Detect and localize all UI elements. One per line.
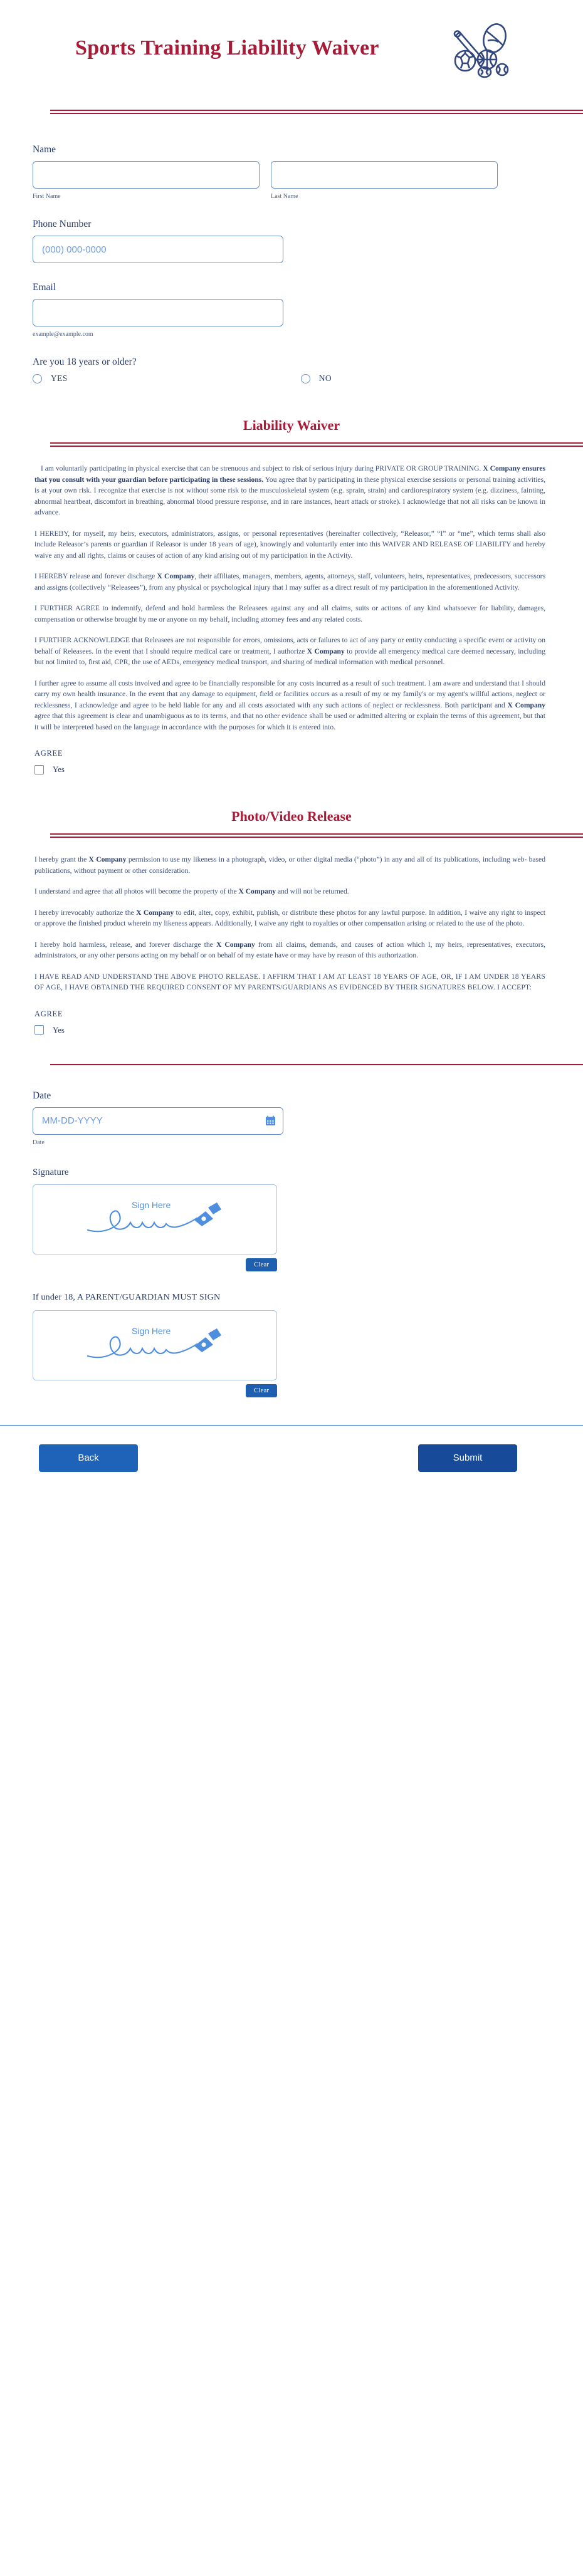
photo-agree-yes-label: Yes xyxy=(53,1025,65,1035)
liability-agree-group xyxy=(34,749,583,774)
liability-p1-part-b: X Company ensures that you consult with your guardian before participating in these sessions. xyxy=(34,464,545,484)
first-name-group xyxy=(33,161,260,200)
date-row xyxy=(33,1107,583,1146)
last-name-sublabel: Last Name xyxy=(271,193,298,200)
page-header xyxy=(0,0,583,110)
liability-p3-company: X Company xyxy=(157,572,195,580)
photo-p4-company: X Company xyxy=(216,940,255,949)
photo-release-section xyxy=(0,808,583,1035)
guardian-signature-note: If under 18, A PARENT/GUARDIAN MUST SIGN xyxy=(33,1292,221,1302)
liability-p3-part-c: , their affiliates, managers, members, agents, attorneys, staff, volunteers, heirs, representatives, predecessors, successors and assigns (collectively “Releasees”), from any physical or psychological injury that I may suffer as a direct result of my participation in the aforementioned Activity. xyxy=(34,572,545,592)
signature-pad[interactable] xyxy=(33,1184,277,1254)
age-question-label: Are you 18 years or older? xyxy=(33,357,137,367)
last-name-input[interactable] xyxy=(271,161,498,189)
guardian-signature-clear-button[interactable]: Clear xyxy=(246,1384,277,1397)
date-sublabel: Date xyxy=(33,1139,45,1146)
liability-p5-part-c: to provide all emergency medical care deemed necessary, including but not limited to, first aid, CPR, the use of AEDs, emergency medical transport, and sharing of medical information with medical personnel. xyxy=(34,647,546,666)
spacer xyxy=(0,1146,583,1167)
name-row xyxy=(33,161,583,200)
date-field-wrapper xyxy=(33,1107,283,1135)
liability-p3-part-a: I HEREBY release and forever discharge xyxy=(34,572,157,580)
guardian-signature-pad[interactable] xyxy=(33,1310,277,1380)
liability-agree-checkbox[interactable] xyxy=(34,765,44,774)
liability-agree-yes-label: Yes xyxy=(53,764,65,774)
footer-actions xyxy=(0,1426,583,1493)
liability-paragraph-3 xyxy=(34,571,545,593)
page-title: Sports Training Liability Waiver xyxy=(75,36,379,60)
liability-p6-company: X Company xyxy=(507,701,545,709)
photo-release-divider xyxy=(50,833,583,838)
liability-paragraph-2: I HEREBY, for myself, my heirs, executors, administrators, assigns, or personal representatives (hereinafter collectively, “Releasor,” “I” or “me”, which terms shall also include Releasor’s parents or guardian if Releasor is under 18 years of age), knowingly and voluntarily enter into this WAIVER AND RELEASE OF LIABILITY and hereby waive any and all rights, claims or causes of action of any kind arising out of my participation in the Activity. xyxy=(34,529,545,560)
photo-paragraph-3 xyxy=(34,907,545,929)
liability-p6-part-c: agree that this agreement is clear and unambiguous as to its terms, and that no other evidence shall be used or admitted altering or explain the terms of this agreement, but that it will be interpreted based on the language in accordance with the purposes for which it is entered into. xyxy=(34,712,545,731)
liability-agree-label: AGREE xyxy=(34,749,63,758)
liability-p6-part-a: I further agree to assume all costs involved and agree to be financially responsible for any costs incurred as a result of such treatment. I am aware and understand that I should carry my own health insurance. In the event that any damage to equipment, field or facilities occurs as a result of my or my family's or my agent's willful actions, neglect or recklessness, I acknowledge and agree to be held liable for any and all costs associated with any such actions of neglect or recklessness. Both participant and xyxy=(34,679,545,709)
liability-paragraph-4: I FURTHER AGREE to indemnify, defend and hold harmless the Releasees against any and all claims, suits or actions of any kind whatsoever for liability, damages, compensation or otherwise brought by me or anyone on my behalf, including attorney fees and any related costs. xyxy=(34,604,545,623)
liability-p1-part-a: I am voluntarily participating in physical exercise that can be strenuous and subject to risk of serious injury during PRIVATE OR GROUP TRAINING. xyxy=(41,464,483,472)
photo-p3-part-a: I hereby irrevocably authorize the xyxy=(34,908,137,917)
photo-agree-checkbox[interactable] xyxy=(34,1025,44,1035)
radio-circle-icon[interactable] xyxy=(33,374,42,383)
guardian-signature-placeholder xyxy=(83,1323,227,1367)
first-name-sublabel: First Name xyxy=(33,193,61,200)
date-label: Date xyxy=(33,1090,51,1101)
photo-agree-row[interactable] xyxy=(34,1025,583,1035)
name-label: Name xyxy=(33,144,56,155)
radio-label-yes: YES xyxy=(51,373,68,383)
sign-here-label: Sign Here xyxy=(132,1199,171,1210)
photo-paragraph-2 xyxy=(34,886,545,897)
age-radio-group xyxy=(33,373,583,383)
photo-agree-group xyxy=(34,1009,583,1035)
phone-label: Phone Number xyxy=(33,219,92,229)
signature-placeholder xyxy=(83,1197,227,1241)
photo-p3-part-c: to edit, alter, copy, exhibit, publish, or distribute these photos for any lawful purpose. In addition, I waive any right to inspect or approve the finished product wherein my likeness appears. Additionally, I waive any right to royalties or other compensation arising or related to the use of the photo. xyxy=(34,908,545,927)
guardian-clear-wrapper xyxy=(33,1384,277,1397)
photo-p1-company: X Company xyxy=(88,855,127,863)
photo-agree-label: AGREE xyxy=(34,1009,63,1018)
liability-paragraph-6 xyxy=(34,678,545,733)
liability-p5-company: X Company xyxy=(307,647,345,655)
header-divider xyxy=(50,110,583,114)
sports-balls-bat-icon xyxy=(448,22,520,81)
photo-paragraph-4 xyxy=(34,939,545,961)
email-group xyxy=(33,299,283,338)
photo-p2-part-c: and will not be returned. xyxy=(276,887,349,895)
submit-button[interactable]: Submit xyxy=(418,1444,517,1472)
photo-p1-part-a: I hereby grant the xyxy=(34,855,89,863)
back-button[interactable]: Back xyxy=(39,1444,138,1472)
spacer xyxy=(0,263,583,282)
contact-fields xyxy=(0,114,583,383)
field-spacer xyxy=(260,161,271,200)
email-row xyxy=(33,299,583,338)
liability-divider xyxy=(50,442,583,447)
photo-p3-company: X Company xyxy=(136,908,174,917)
liability-agree-row[interactable] xyxy=(34,764,583,774)
liability-body xyxy=(0,447,583,733)
signing-section xyxy=(0,1065,583,1397)
radio-option-no[interactable] xyxy=(301,373,332,383)
phone-input[interactable]: (000) 000-0000 xyxy=(33,236,283,263)
radio-label-no: NO xyxy=(318,373,332,383)
liability-p1-part-c: You agree that by participating in these physical exercise sessions or personal training activities, is at your own risk. I recognize that exercise is not without some risk to the musculoskeletal system (e.g. sprain, strain) and cardiorespiratory system (e.g. dizziness, fainting, abnormal heartbeat, discomfort in breathing, abnormal blood pressure response, and in rare instances, heart attack or stroke). I acknowledge that not all risks can be known in advance. xyxy=(34,475,545,516)
photo-paragraph-1 xyxy=(34,854,545,876)
photo-release-body xyxy=(0,838,583,993)
liability-waiver-title: Liability Waiver xyxy=(243,417,340,433)
spacer xyxy=(0,338,583,357)
calendar-icon[interactable] xyxy=(265,1115,276,1126)
email-input[interactable] xyxy=(33,299,283,326)
guardian-sign-here-label: Sign Here xyxy=(132,1325,171,1336)
photo-p1-part-c: permission to use my likeness in a photograph, video, or other digital media (“photo”) in any and all of its publications, including web- based publications, without payment or other consideration. xyxy=(34,855,545,875)
date-group xyxy=(33,1107,283,1146)
spacer xyxy=(0,200,583,219)
email-label: Email xyxy=(33,282,56,293)
date-input[interactable]: MM-DD-YYYY xyxy=(33,1107,283,1135)
photo-paragraph-5: I HAVE READ AND UNDERSTAND THE ABOVE PHOTO RELEASE. I AFFIRM THAT I AM AT LEAST 18 YEARS OF AGE, OR, IF I AM UNDER 18 YEARS OF AGE, I HAVE OBTAINED THE REQUIRED CONSENT OF MY PARENTS/GUARDIANS AS EVIDENCED BY THEIR SIGNATURES BELOW. I ACCEPT: xyxy=(34,972,545,991)
signature-label: Signature xyxy=(33,1167,69,1177)
liability-paragraph-5 xyxy=(34,635,545,668)
first-name-input[interactable] xyxy=(33,161,260,189)
photo-p2-part-a: I understand and agree that all photos will become the property of the xyxy=(34,887,239,895)
liability-p5-part-a: I FURTHER ACKNOWLEDGE that Releasees are not responsible for errors, omissions, acts or failures to act of any party or entity conducting a specific event or activity on behalf of Releasees. In the event that I should require medical care or treatment, I authorize xyxy=(34,636,545,655)
signature-clear-button[interactable]: Clear xyxy=(246,1258,277,1271)
liability-waiver-section xyxy=(0,417,583,774)
radio-circle-icon[interactable] xyxy=(301,374,310,383)
liability-paragraph-1 xyxy=(34,463,545,518)
photo-p2-company: X Company xyxy=(238,887,276,895)
photo-release-title: Photo/Video Release xyxy=(231,808,352,824)
radio-option-yes[interactable] xyxy=(33,373,68,383)
phone-row xyxy=(33,236,583,263)
photo-p4-part-c: from all claims, demands, and causes of action which I, my heirs, representatives, executors, administrators, or any other persons acting on my behalf or on behalf of my estate have or may have by reason of this authorization. xyxy=(34,940,546,959)
email-sublabel: example@example.com xyxy=(33,331,93,338)
signature-clear-wrapper xyxy=(33,1258,277,1271)
photo-p4-part-a: I hereby hold harmless, release, and forever discharge the xyxy=(34,940,216,949)
last-name-group xyxy=(271,161,498,200)
